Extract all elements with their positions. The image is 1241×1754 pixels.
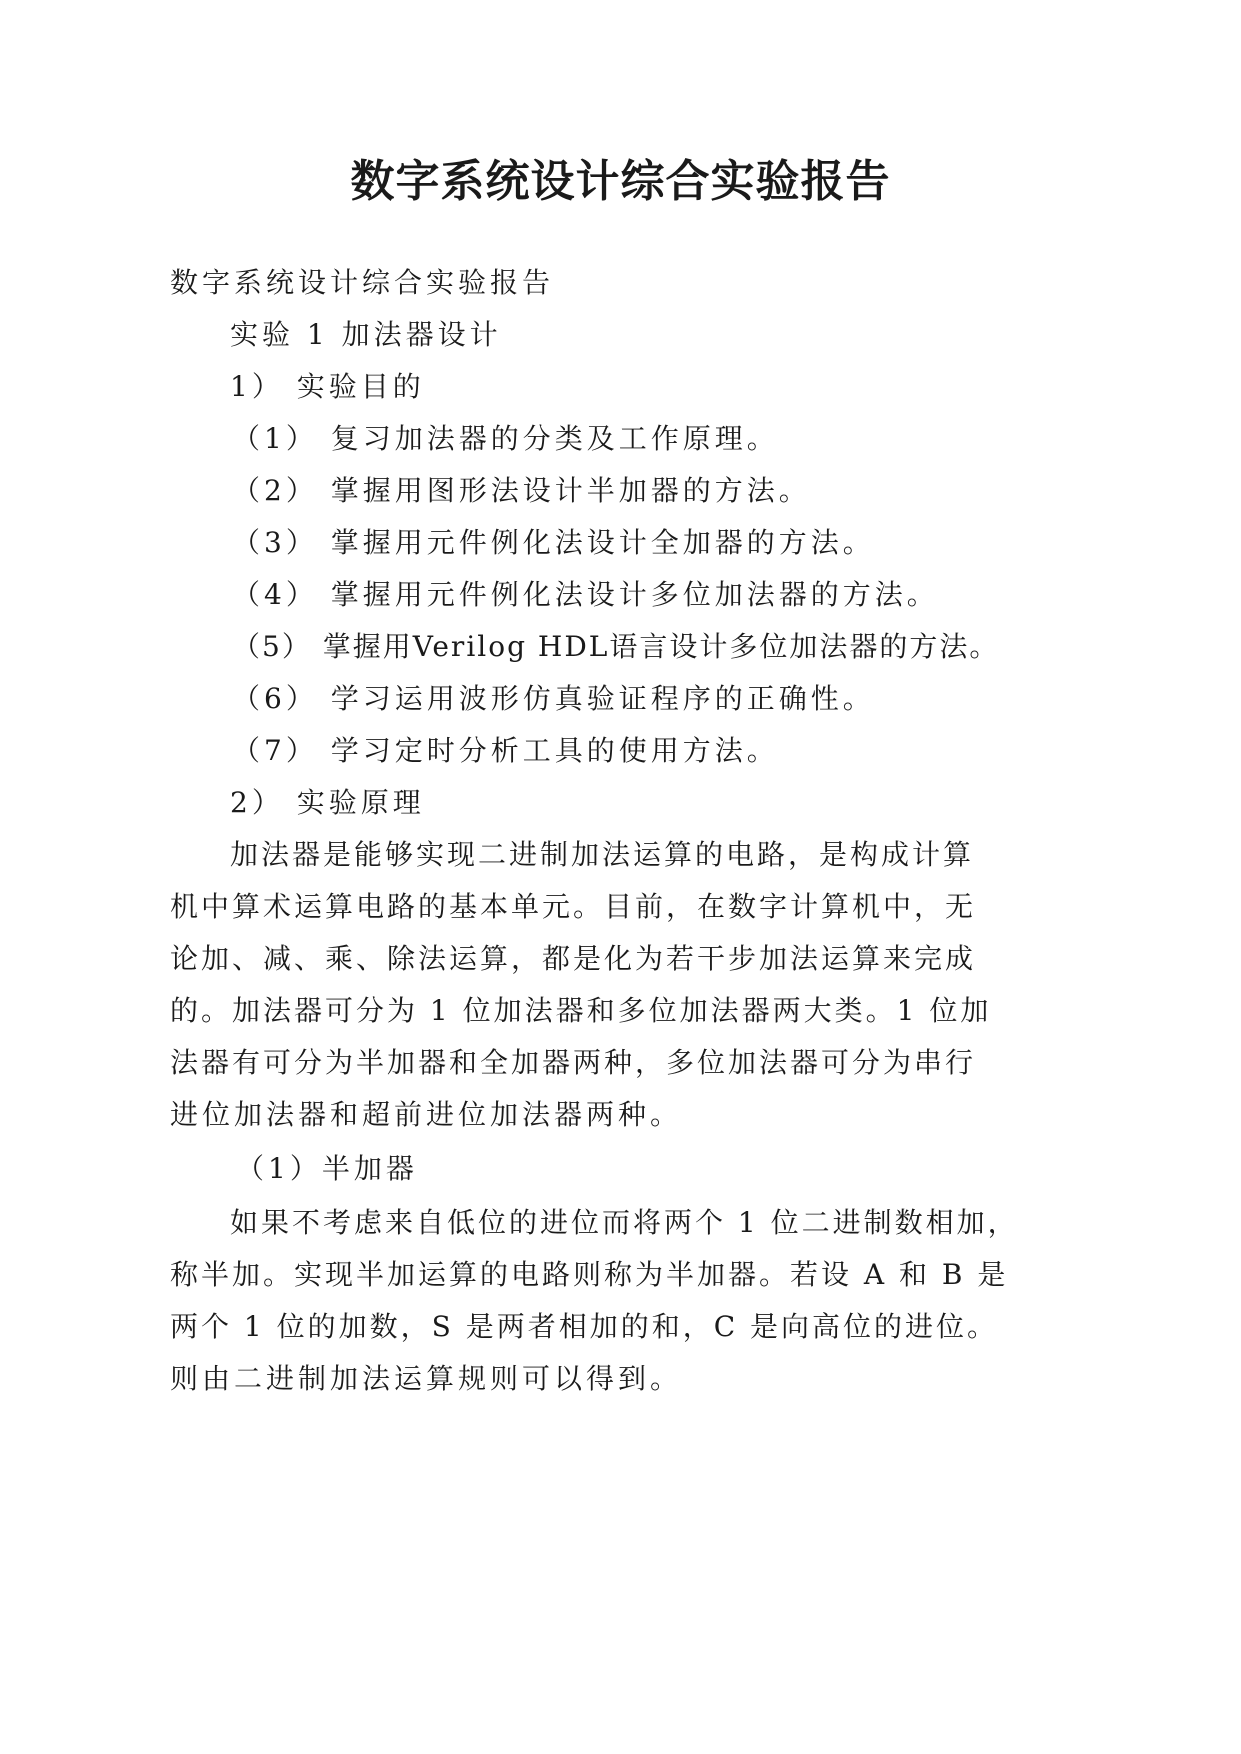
body-heading: 数字系统设计综合实验报告 <box>170 266 555 299</box>
paragraph-line: 称半加。实现半加运算的电路则称为半加器。若设 A 和 B 是 <box>170 1258 1009 1291</box>
paragraph-line: 进位加法器和超前进位加法器两种。 <box>170 1098 683 1131</box>
experiment-title: 实验 1 加法器设计 <box>230 318 502 351</box>
paragraph-line: 论加、减、乘、除法运算，都是化为若干步加法运算来完成 <box>170 942 977 975</box>
subheading-half-adder: （1）半加器 <box>236 1152 418 1185</box>
paragraph-line: 的。加法器可分为 1 位加法器和多位加法器两大类。1 位加 <box>170 994 992 1027</box>
document-title: 数字系统设计综合实验报告 <box>350 156 891 207</box>
paragraph-line: 两个 1 位的加数，S 是两者相加的和，C 是向高位的进位。 <box>170 1310 999 1343</box>
objective-item: （2） 掌握用图形法设计半加器的方法。 <box>232 474 811 507</box>
objective-item: （3） 掌握用元件例化法设计全加器的方法。 <box>232 526 875 559</box>
paragraph-line: 如果不考虑来自低位的进位而将两个 1 位二进制数相加， <box>230 1206 1019 1239</box>
section2-heading: 2） 实验原理 <box>230 786 425 819</box>
objective-item: （6） 学习运用波形仿真验证程序的正确性。 <box>232 682 875 715</box>
paragraph-line: 则由二进制加法运算规则可以得到。 <box>170 1362 683 1395</box>
paragraph-line: 机中算术运算电路的基本单元。目前，在数字计算机中，无 <box>170 890 977 923</box>
paragraph-line: 加法器是能够实现二进制加法运算的电路，是构成计算 <box>230 838 975 871</box>
objective-item: （5） 掌握用Verilog HDL语言设计多位加法器的方法。 <box>232 630 1000 663</box>
objective-item: （1） 复习加法器的分类及工作原理。 <box>232 422 779 455</box>
objective-item: （7） 学习定时分析工具的使用方法。 <box>232 734 779 767</box>
paragraph-line: 法器有可分为半加器和全加器两种，多位加法器可分为串行 <box>170 1046 977 1079</box>
objective-item: （4） 掌握用元件例化法设计多位加法器的方法。 <box>232 578 939 611</box>
section1-heading: 1） 实验目的 <box>230 370 425 403</box>
